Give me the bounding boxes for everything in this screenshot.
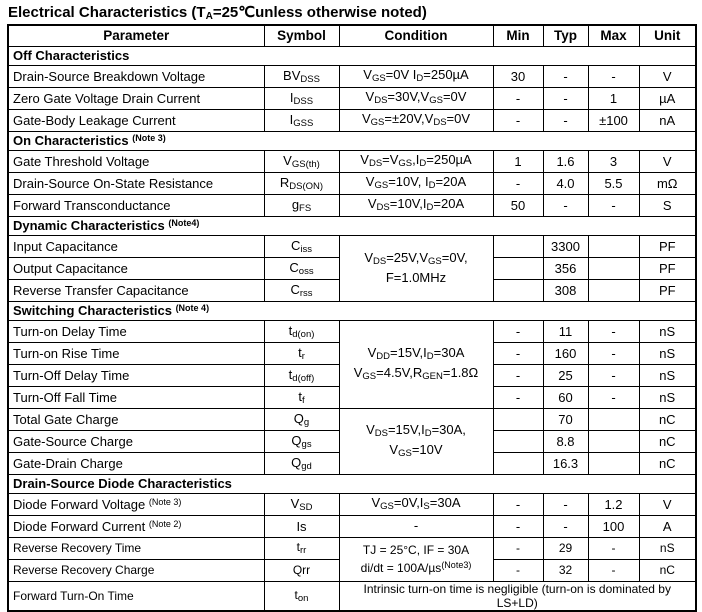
typ-cell: - [543, 87, 588, 109]
table-row [8, 581, 696, 611]
symbol-cell: $R_{DS(ON)}$ [264, 172, 339, 194]
section-title: Dynamic Characteristics $^{(Note4)}$ [8, 216, 696, 235]
param-cell: Turn-on Delay Time [8, 320, 264, 342]
param-cell: Forward Turn-On Time [8, 581, 264, 611]
table-row [8, 235, 696, 257]
typ-cell: 160 [543, 342, 588, 364]
min-cell: - [493, 493, 543, 515]
unit-cell: PF [639, 235, 696, 257]
col-header-parameter: Parameter [8, 25, 264, 46]
condition-cell: TJ = 25°C, IF = 30A di/dt = 100A/µs$^{(Note3)}$ [339, 537, 493, 581]
condition-cell: $V_{GS}=\pm 20V,V_{DS}=0V$ [339, 109, 493, 131]
unit-cell: nS [639, 364, 696, 386]
min-cell: - [493, 537, 543, 559]
min-cell [493, 279, 543, 301]
col-header-symbol: Symbol [264, 25, 339, 46]
symbol-cell: Is [264, 515, 339, 537]
symbol-cell: $t_f$ [264, 386, 339, 408]
symbol-cell: $t_{rr}$ [264, 537, 339, 559]
section-row [8, 216, 696, 235]
max-cell: - [588, 320, 639, 342]
section-title: Drain-Source Diode Characteristics [8, 474, 696, 493]
param-cell: Diode Forward Voltage $^{(Note 3)}$ [8, 493, 264, 515]
condition-cell: $V_{GS}=0V$ $I_D=250\mu A$ [339, 65, 493, 87]
condition-cell: $V_{GS}=10V$, $I_D=20A$ [339, 172, 493, 194]
table-row [8, 87, 696, 109]
param-cell: Turn-on Rise Time [8, 342, 264, 364]
typ-cell: 4.0 [543, 172, 588, 194]
param-cell: Total Gate Charge [8, 408, 264, 430]
min-cell: - [493, 559, 543, 581]
section-row [8, 46, 696, 65]
condition-cell: $V_{DS}=10V,I_D=20A$ [339, 194, 493, 216]
col-header-min: Min [493, 25, 543, 46]
table-row [8, 493, 696, 515]
symbol-cell: $C_{rss}$ [264, 279, 339, 301]
max-cell [588, 235, 639, 257]
unit-cell: nS [639, 386, 696, 408]
electrical-characteristics-table [7, 24, 697, 612]
max-cell [588, 452, 639, 474]
section-title: Switching Characteristics $^{(Note 4)}$ [8, 301, 696, 320]
max-cell [588, 257, 639, 279]
min-cell: - [493, 515, 543, 537]
col-header-typ: Typ [543, 25, 588, 46]
max-cell: 1.2 [588, 493, 639, 515]
max-cell: - [588, 65, 639, 87]
unit-cell: V [639, 493, 696, 515]
section-title: On Characteristics $^{(Note 3)}$ [8, 131, 696, 150]
table-row [8, 515, 696, 537]
max-cell: 100 [588, 515, 639, 537]
condition-cell: $V_{DS}=V_{GS},I_D=250\mu A$ [339, 150, 493, 172]
col-header-condition: Condition [339, 25, 493, 46]
min-cell: - [493, 320, 543, 342]
unit-cell: PF [639, 279, 696, 301]
condition-cell: $V_{DS}=15V,I_D=30A$, $V_{GS}=10V$ [339, 408, 493, 474]
param-cell: Gate Threshold Voltage [8, 150, 264, 172]
typ-cell: - [543, 493, 588, 515]
table-row [8, 408, 696, 430]
unit-cell: nC [639, 408, 696, 430]
section-row [8, 301, 696, 320]
typ-cell: 29 [543, 537, 588, 559]
param-cell: Gate-Drain Charge [8, 452, 264, 474]
note-cell: Intrinsic turn-on time is negligible (turn-on is dominated by LS+LD) [339, 581, 696, 611]
min-cell: - [493, 386, 543, 408]
page-title: Electrical Characteristics ($T_A=25℃unless$ otherwise noted) [8, 4, 427, 22]
max-cell: - [588, 386, 639, 408]
min-cell [493, 235, 543, 257]
col-header-max: Max [588, 25, 639, 46]
max-cell: 3 [588, 150, 639, 172]
max-cell: 5.5 [588, 172, 639, 194]
symbol-cell: $t_{d(on)}$ [264, 320, 339, 342]
typ-cell: 8.8 [543, 430, 588, 452]
unit-cell: mΩ [639, 172, 696, 194]
min-cell: 30 [493, 65, 543, 87]
condition-cell: $V_{GS}=0V,I_S=30A$ [339, 493, 493, 515]
min-cell: - [493, 87, 543, 109]
unit-cell: nS [639, 537, 696, 559]
symbol-cell: $C_{oss}$ [264, 257, 339, 279]
min-cell: 50 [493, 194, 543, 216]
symbol-cell: $I_{DSS}$ [264, 87, 339, 109]
min-cell: - [493, 109, 543, 131]
table-row [8, 65, 696, 87]
param-cell: Gate-Body Leakage Current [8, 109, 264, 131]
param-cell: Forward Transconductance [8, 194, 264, 216]
param-cell: Zero Gate Voltage Drain Current [8, 87, 264, 109]
condition-cell: $V_{DS}=25V,V_{GS}=0V$, F=1.0MHz [339, 235, 493, 301]
condition-cell: $V_{DS}=30V,V_{GS}=0V$ [339, 87, 493, 109]
typ-cell: - [543, 109, 588, 131]
typ-cell: 356 [543, 257, 588, 279]
symbol-cell: $BV_{DSS}$ [264, 65, 339, 87]
unit-cell: A [639, 515, 696, 537]
symbol-cell: $t_{d(off)}$ [264, 364, 339, 386]
min-cell [493, 430, 543, 452]
max-cell [588, 430, 639, 452]
col-header-unit: Unit [639, 25, 696, 46]
condition-cell: $V_{DD}=15V,I_D=30A$ $V_{GS}=4.5V,R_{GEN}=1.8\Omega$ [339, 320, 493, 408]
typ-cell: 70 [543, 408, 588, 430]
max-cell [588, 408, 639, 430]
param-cell: Reverse Recovery Charge [8, 559, 264, 581]
symbol-cell: $Q_g$ [264, 408, 339, 430]
param-cell: Output Capacitance [8, 257, 264, 279]
max-cell: ±100 [588, 109, 639, 131]
param-cell: Drain-Source On-State Resistance [8, 172, 264, 194]
symbol-cell: $C_{iss}$ [264, 235, 339, 257]
typ-cell: 11 [543, 320, 588, 342]
typ-cell: 25 [543, 364, 588, 386]
max-cell: - [588, 364, 639, 386]
unit-cell: nC [639, 559, 696, 581]
typ-cell: 60 [543, 386, 588, 408]
table-body [8, 46, 696, 611]
max-cell: 1 [588, 87, 639, 109]
unit-cell: nC [639, 430, 696, 452]
typ-cell: 1.6 [543, 150, 588, 172]
min-cell: 1 [493, 150, 543, 172]
table-row [8, 320, 696, 342]
param-cell: Turn-Off Delay Time [8, 364, 264, 386]
param-cell: Turn-Off Fall Time [8, 386, 264, 408]
typ-cell: - [543, 194, 588, 216]
unit-cell: V [639, 150, 696, 172]
unit-cell: S [639, 194, 696, 216]
unit-cell: nS [639, 342, 696, 364]
min-cell: - [493, 342, 543, 364]
unit-cell: µA [639, 87, 696, 109]
symbol-cell: $Q_{gs}$ [264, 430, 339, 452]
table-row [8, 150, 696, 172]
max-cell: - [588, 559, 639, 581]
symbol-cell: $V_{SD}$ [264, 493, 339, 515]
unit-cell: PF [639, 257, 696, 279]
table-row [8, 172, 696, 194]
unit-cell: nA [639, 109, 696, 131]
typ-cell: 32 [543, 559, 588, 581]
min-cell [493, 452, 543, 474]
unit-cell: nC [639, 452, 696, 474]
min-cell [493, 408, 543, 430]
table-row [8, 194, 696, 216]
param-cell: Reverse Recovery Time [8, 537, 264, 559]
param-cell: Diode Forward Current $^{(Note 2)}$ [8, 515, 264, 537]
symbol-cell: $I_{GSS}$ [264, 109, 339, 131]
typ-cell: 16.3 [543, 452, 588, 474]
max-cell: - [588, 537, 639, 559]
typ-cell: - [543, 65, 588, 87]
symbol-cell: $Q_{gd}$ [264, 452, 339, 474]
section-row [8, 131, 696, 150]
unit-cell: nS [639, 320, 696, 342]
table-row [8, 109, 696, 131]
max-cell [588, 279, 639, 301]
table-header-row [8, 25, 696, 46]
typ-cell: - [543, 515, 588, 537]
section-row [8, 474, 696, 493]
min-cell: - [493, 172, 543, 194]
symbol-cell: Qrr [264, 559, 339, 581]
symbol-cell: $t_{on}$ [264, 581, 339, 611]
max-cell: - [588, 194, 639, 216]
unit-cell: V [639, 65, 696, 87]
typ-cell: 3300 [543, 235, 588, 257]
param-cell: Reverse Transfer Capacitance [8, 279, 264, 301]
max-cell: - [588, 342, 639, 364]
section-title: Off Characteristics [8, 46, 696, 65]
condition-cell: - [339, 515, 493, 537]
symbol-cell: $g_{FS}$ [264, 194, 339, 216]
symbol-cell: $t_r$ [264, 342, 339, 364]
table-row [8, 537, 696, 559]
typ-cell: 308 [543, 279, 588, 301]
param-cell: Input Capacitance [8, 235, 264, 257]
min-cell: - [493, 364, 543, 386]
param-cell: Gate-Source Charge [8, 430, 264, 452]
symbol-cell: $V_{GS(th)}$ [264, 150, 339, 172]
param-cell: Drain-Source Breakdown Voltage [8, 65, 264, 87]
min-cell [493, 257, 543, 279]
